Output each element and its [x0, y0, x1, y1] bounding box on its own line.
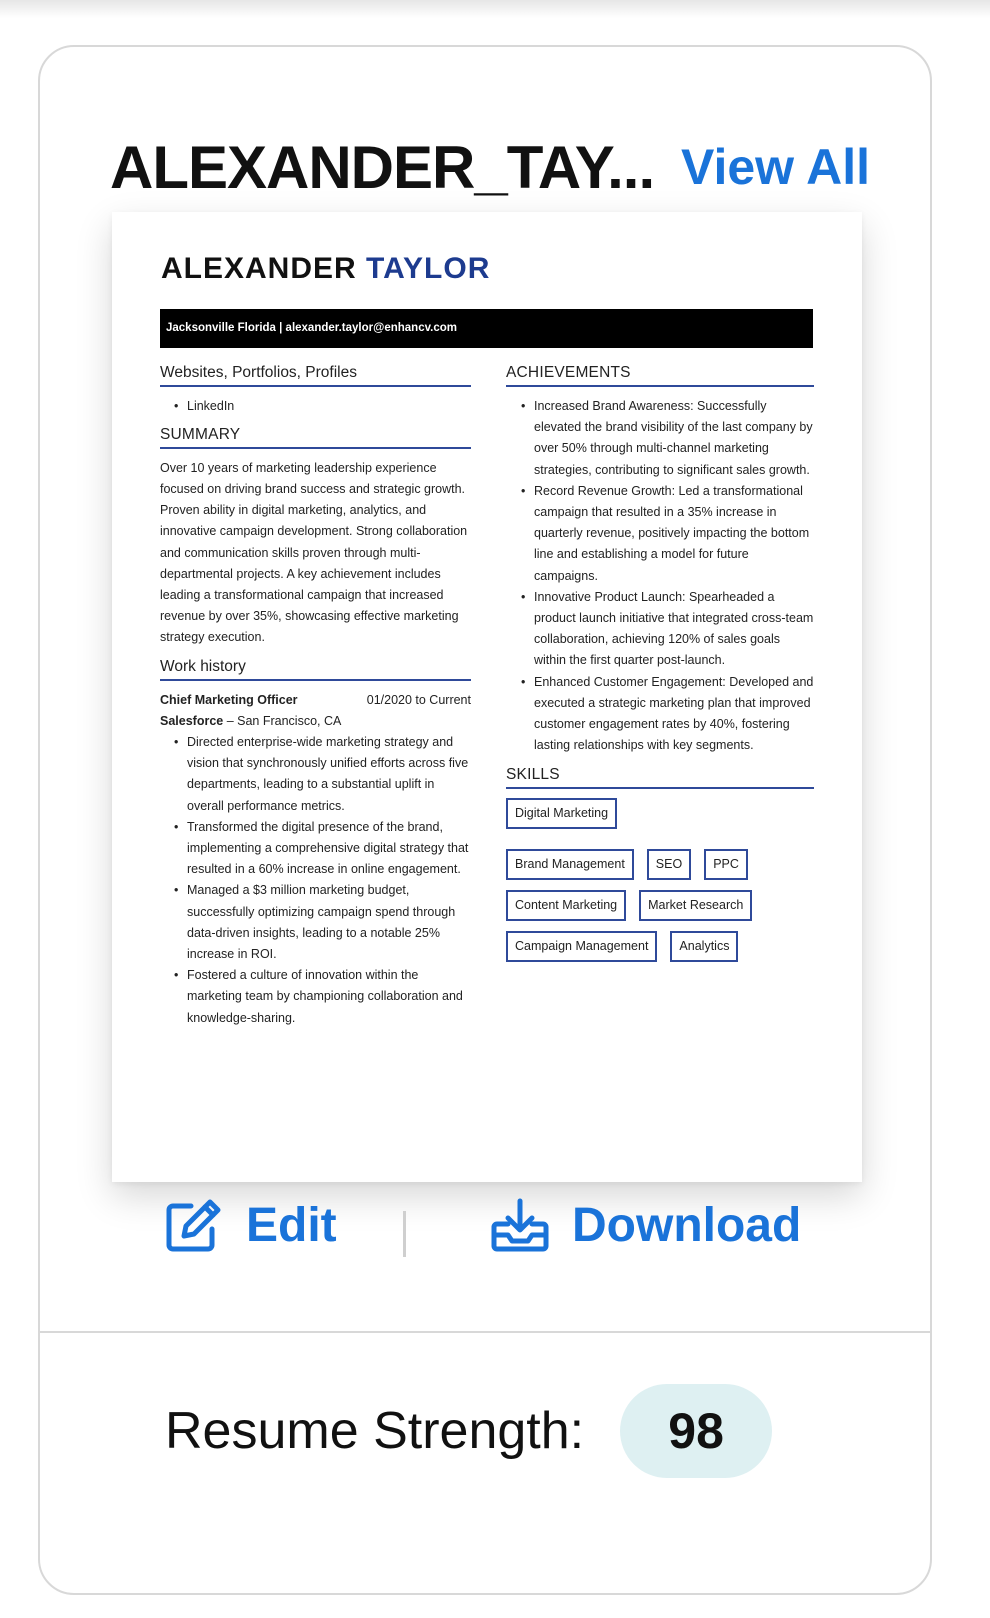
skill-tag: SEO [647, 849, 691, 880]
download-button[interactable] [490, 1197, 801, 1253]
resume-strength [165, 1383, 772, 1479]
skill-tag: Content Marketing [506, 890, 626, 921]
resume-first-name: ALEXANDER [161, 252, 357, 285]
job-company [160, 711, 471, 732]
download-label: Download [572, 1198, 802, 1252]
skill-tag: Brand Management [506, 849, 634, 880]
resume-name [161, 252, 490, 286]
skill-tag: Digital Marketing [506, 798, 617, 829]
job-bullet: • Managed a $3 million marketing budget, successfully optimizing campaign spend through data-driven insights, leading to a notable 25% increase in ROI. [160, 880, 471, 965]
company-location: – San Francisco, CA [223, 714, 342, 729]
card-actions [160, 1197, 800, 1277]
websites-list-item: • LinkedIn [160, 396, 471, 417]
download-tray-icon [490, 1197, 550, 1253]
summary-heading: SUMMARY [160, 426, 471, 449]
achievements-list [506, 396, 814, 756]
job-bullet: • Directed enterprise-wide marketing strategy and vision that synchronously unified efforts across five departments, leading to a substantial uplift in overall performance metrics. [160, 732, 471, 817]
achievement-item: • Increased Brand Awareness: Successfully elevated the brand visibility of the last company by over 50% through multi-channel marketing strategies, contributing to significant sales growth. [506, 396, 814, 481]
achievement-item: • Enhanced Customer Engagement: Developed and executed a strategic marketing plan that improved customer engagement rates by 40%, fostering lasting relationships with key segments. [506, 672, 814, 757]
resume-preview[interactable] [112, 212, 862, 1182]
actions-divider [403, 1211, 406, 1257]
skills-heading: SKILLS [506, 766, 814, 789]
resume-strength-score-badge: 98 [620, 1384, 772, 1478]
resume-right-column [506, 364, 814, 962]
skill-tag: PPC [704, 849, 748, 880]
summary-text: Over 10 years of marketing leadership experience focused on driving brand success and strategic growth. Proven ability in digital marketing, analytics, and innovative campaign development. Strong collaboration and communication skills proven through multi-departmental projects. A key achievement includes leading a transformational campaign that increased revenue by over 35%, showcasing effective marketing strategy execution. [160, 461, 468, 644]
work-history-heading: Work history [160, 658, 471, 681]
resume-contact-bar: Jacksonville Florida | alexander.taylor@enhancv.com [160, 309, 813, 348]
top-shadow [0, 0, 990, 18]
job-bullet: • Fostered a culture of innovation within the marketing team by championing collaboration and knowledge-sharing. [160, 965, 471, 1029]
job-bullets [160, 732, 471, 1029]
resume-last-name: TAYLOR [366, 252, 491, 285]
skills-list [506, 798, 806, 962]
card-header [110, 127, 870, 207]
card-divider [40, 1331, 930, 1333]
websites-heading: Websites, Portfolios, Profiles [160, 364, 471, 387]
achievements-heading: ACHIEVEMENTS [506, 364, 814, 387]
achievement-item: • Innovative Product Launch: Spearheaded a product launch initiative that integrated cross-team collaboration, achieving 120% of sales goals within the first quarter post-launch. [506, 587, 814, 672]
websites-list [160, 396, 471, 417]
skill-tag: Campaign Management [506, 931, 657, 962]
edit-label: Edit [246, 1198, 337, 1252]
skill-tag: Market Research [639, 890, 752, 921]
edit-button[interactable] [164, 1197, 337, 1253]
resume-left-column [160, 364, 471, 1029]
resume-card [38, 45, 932, 1595]
job-row [160, 690, 471, 711]
job-dates: 01/2020 to Current [366, 693, 471, 708]
skill-tag: Analytics [670, 931, 738, 962]
resume-strength-label: Resume Strength: [165, 1402, 585, 1460]
company-name: Salesforce [160, 714, 224, 729]
pencil-square-icon [164, 1197, 224, 1253]
view-all-link[interactable]: View All [681, 139, 870, 195]
job-title: Chief Marketing Officer [160, 693, 298, 708]
job-bullet: • Transformed the digital presence of the brand, implementing a comprehensive digital strategy that resulted in a 60% increase in online engagement. [160, 817, 471, 881]
achievement-item: • Record Revenue Growth: Led a transformational campaign that resulted in a 35% increase in quarterly revenue, positively impacting the bottom line and establishing a model for future campaigns. [506, 481, 814, 587]
resume-file-name: ALEXANDER_TAY... [110, 133, 655, 201]
